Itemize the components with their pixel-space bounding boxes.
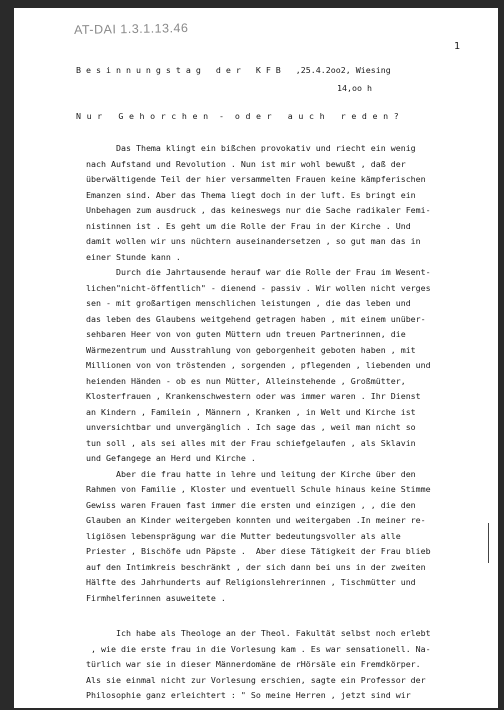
text-line: Aber die frau hatte in lehre und leitung der Kirche über den: [86, 468, 416, 479]
text-line: auf den Intimkreis beschränkt , der sich dann bei uns in der zweiten: [86, 561, 426, 572]
text-line: an Kindern , Familein , Männern , Kranken , in Welt und Kirche ist: [86, 406, 416, 417]
text-line: Gewiss waren Frauen fast immer die ersten und einzigen , , die den: [86, 499, 416, 510]
text-line: türlich war sie in dieser Männerdomäne de rHörsäle ein Fremdkörper.: [86, 659, 421, 669]
text-line: überwältigende Teil der hier versammelten Frauen keine kämpferischen: [86, 174, 426, 184]
text-line: Glauben an Kinder weitergeben konnten und weitergaben .In meiner re-: [86, 515, 426, 525]
text-line: Ich habe als Theologe an der Theol. Fakultät selbst noch erlebt: [86, 628, 431, 638]
text-line: damit wollen wir uns nüchtern auseinandersetzen , so gut man das in: [86, 236, 421, 246]
text-line: Klosterfrauen , Krankenschwestern oder was immer waren . Ihr Dienst: [86, 391, 421, 401]
body-text: [86, 141, 494, 704]
text-line: Firmhelferinnen asuweitete .: [86, 592, 226, 603]
text-line: ligiösen lebensprägung war die Mutter bedeutungsvoller als alle: [86, 530, 401, 541]
text-line: unversichtbar und unvergänglich . Ich sage das , weil man nicht so: [86, 422, 416, 432]
text-line: tun soll , als sei alles mit der Frau schiefgelaufen , als Sklavin: [86, 437, 416, 448]
page-number: 1: [454, 41, 461, 52]
text-line: Emanzen sind. Aber das Thema liegt doch in der luft. Es bringt ein: [86, 189, 416, 200]
archive-stamp: AT-DAI 1.3.1.13.46: [73, 21, 189, 37]
document-subtitle: N u r G e h o r c h e n - o d e r a u c h r e d e n ?: [76, 111, 400, 121]
text-line: sen - mit großartigen menschlichen leistungen , die das leben und: [86, 298, 411, 308]
text-line: Millionen von von tröstenden , sorgenden , pflegenden , liebenden und: [86, 360, 431, 370]
text-line: lichen"nicht-öffentlich" - dienend - passiv . Wir wollen nicht verges: [86, 282, 431, 293]
text-line: heienden Händen - ob es nun Mütter, Alleinstehende , Großmütter,: [86, 375, 406, 386]
text-line: , wie die erste frau in die Vorlesung kam . Es war sensationell. Na-: [86, 643, 431, 654]
text-line: Als sie einmal nicht zur Vorlesung erschien, sagte ein Professor der: [86, 674, 426, 685]
document-page: [14, 8, 498, 708]
text-line: sehbaren Heer von von guten Müttern udn treuen Partnerinnen, die: [86, 329, 406, 339]
text-line: Priester , Bischöfe udn Päpste . Aber diese Tätigkeit der Frau blieb: [86, 546, 431, 556]
text-line: Rahmen von Familie , Kloster und eventuell Schule hinaus keine Stimme: [86, 484, 431, 494]
text-line: Philosophie ganz erleichtert : " So meine Herren , jetzt sind wir: [86, 690, 411, 700]
text-line: nistinnen ist . Es geht um die Rolle der Frau in der Kirche . Und: [86, 220, 411, 231]
text-line: Unbehagen zum ausdruck , das keineswegs nur die Sache radikaler Femi-: [86, 205, 431, 215]
text-line: Wärmezentrum und Ausstrahlung von geborgenheit geboten haben , mit: [86, 344, 416, 355]
text-line: Hälfte des Jahrhunderts auf Religionslehrerinnen , Tischmütter und: [86, 577, 416, 587]
text-line: und Gefangege an Herd und Kirche .: [86, 453, 256, 463]
text-line: Durch die Jahrtausende herauf war die Rolle der Frau im Wesent-: [86, 267, 431, 277]
header-time: 14,oo h: [337, 83, 372, 93]
text-line: Das Thema klingt ein bißchen provokativ und riecht ein wenig: [86, 143, 416, 153]
header-title: B e s i n n u n g s t a g d e r K F B ,25.4.2oo2, Wiesing: [76, 65, 391, 75]
text-line: das leben des Glaubens weitgehend getragen haben , mit einem unüber-: [86, 313, 426, 324]
text-line: einer Stunde kann .: [86, 251, 181, 262]
text-line: nach Aufstand und Revolution . Nun ist mir wohl bewußt , daß der: [86, 158, 406, 169]
